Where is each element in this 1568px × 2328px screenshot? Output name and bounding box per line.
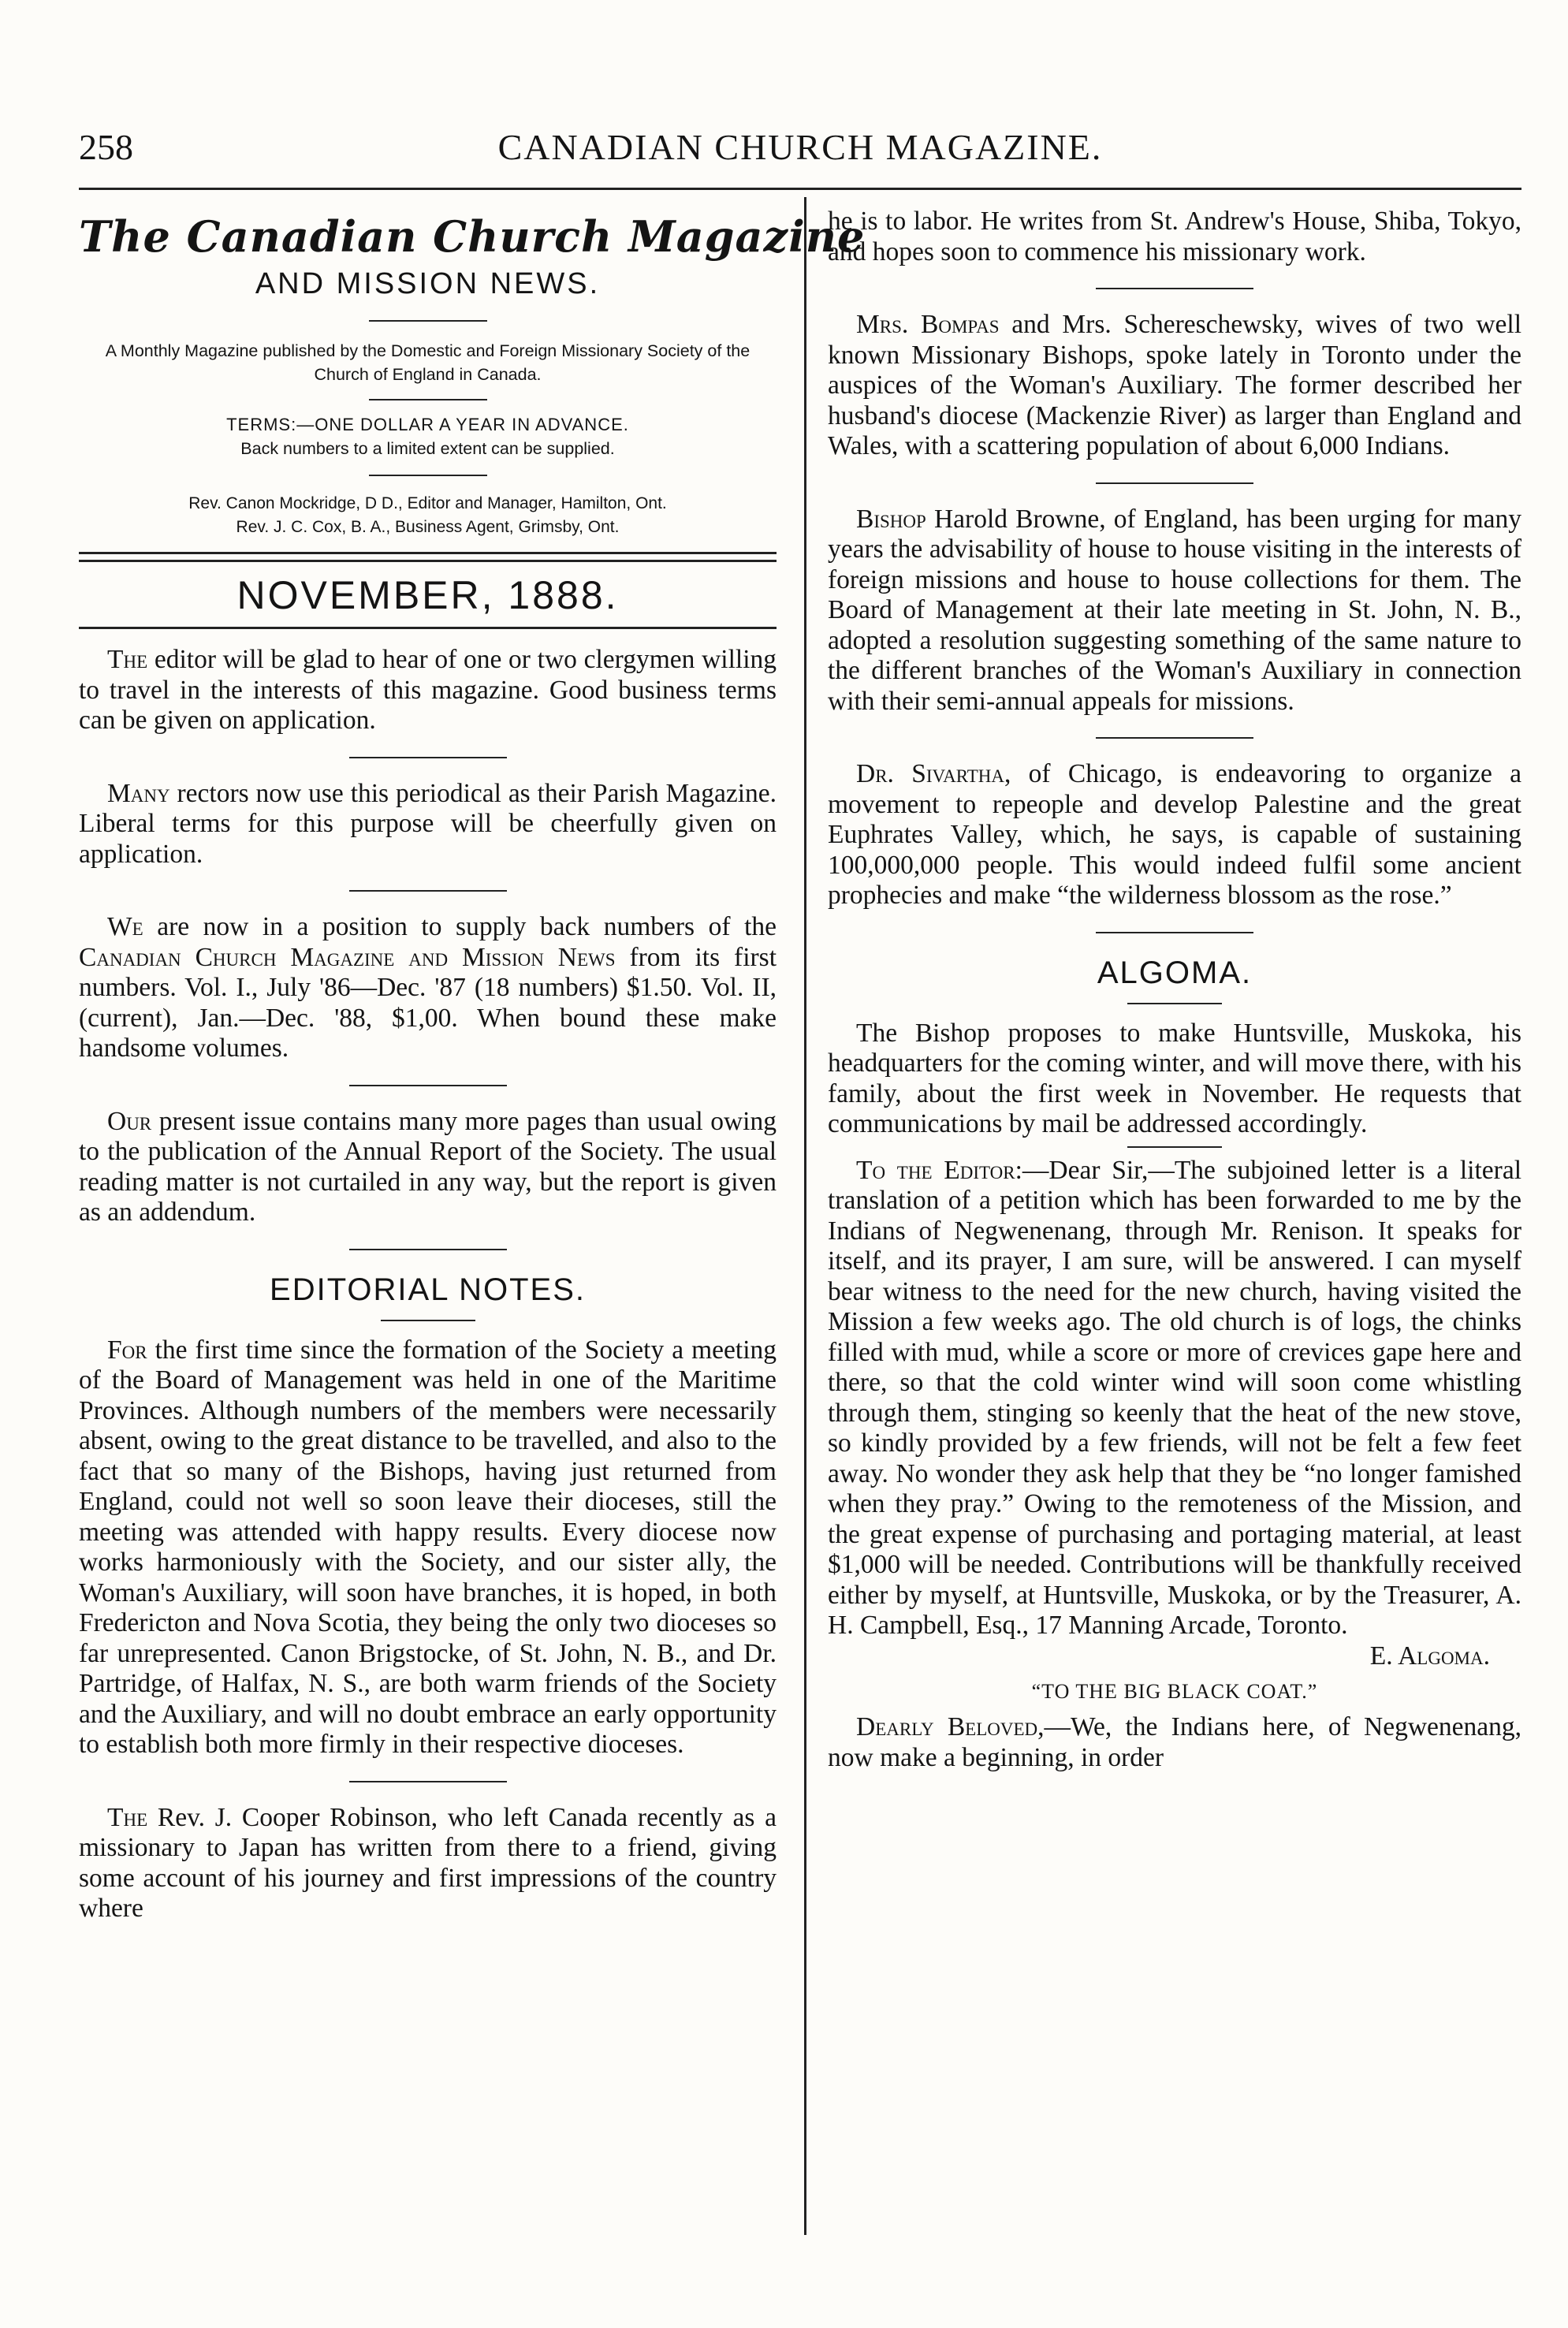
- issue-date: NOVEMBER, 1888.: [237, 573, 619, 617]
- heading-rule: [381, 1320, 475, 1321]
- algoma-heading: ALGOMA.: [1097, 955, 1253, 990]
- right-column: [828, 207, 1521, 1773]
- continued-text: he is to labor. He writes from St. Andrew's House, Shiba, Tokyo, and hopes soon to commence his missionary work.: [828, 207, 1521, 266]
- algoma-letter-to-editor: To the Editor:—Dear Sir,—The subjoined letter is a literal translation of a petition which has been forwarded to me by the Indians of Negwenenang, through Mr. Renison. It speaks for itself, and its prayer, I am sure, will be answered. I can myself bear witness to the need for the new church, having visited the Mission a few weeks ago. The old church is of logs, the chinks filled with mud, while a score or more of crevices gape here and there, so that the cold winter wind will soon come whistling through them, stinging so keenly that the heat of the new stove, so kindly provided by a few friends, will not be felt a few feet away. No wonder they ask help that they be “no longer famished when they pray.” Owing to the remoteness of the Mission, and the great expense of purchasing and portaging material, at least $1,000 will be needed. Contributions will be thankfully received either by myself, at Huntsville, Muskoka, or by the Treasurer, A. H. Campbell, Esq., 17 Manning Arcade, Toronto.: [828, 1155, 1521, 1640]
- editorial-board-meeting: For the first time since the formation of the Society a meeting of the Board of Management was held in one of the Maritime Provinces. Although numbers of the members were necessarily absent, owing to the great distance to be travelled, and also to the fact that so many of the Bishops, having just returned from England, could not well so soon leave their dioceses, still the meeting was attended with happy results. Every diocese now works harmoniously with the Society, and our sister ally, the Woman's Auxiliary, will soon have branches, it is hoped, in both Fredericton and Nova Scotia, they being the only two dioceses so far unrepresented. Canon Brigstocke, of St. John, N. B., and Dr. Partridge, of Halfax, N. S., are both warm friends of the Society and the Auxiliary, and will no doubt embrace an early opportunity to establish both more firmly in their respective dioceses.: [79, 1335, 777, 1759]
- section-rule: [1096, 482, 1253, 484]
- letter-opening: Dearly Beloved,—We, the Indians here, of Negwenenang, now make a beginning, in order: [828, 1712, 1521, 1772]
- notice-present-issue: Our present issue contains many more pages than usual owing to the publication of the Annual Report of the Society. The usual reading matter is not curtailed in any way, but the report is given as an addendum.: [79, 1106, 777, 1227]
- left-column: [79, 207, 866, 1924]
- agent-credit: Rev. J. C. Cox, B. A., Business Agent, Grimsby, Ont.: [236, 518, 620, 536]
- masthead-rule: [369, 320, 487, 322]
- masthead-double-rule: [79, 552, 777, 562]
- masthead-subtitle: AND MISSION NEWS.: [255, 267, 601, 300]
- header-rule: [79, 188, 1521, 190]
- item-bishop-browne: Bishop Harold Browne, of England, has been urging for many years the advisability of house to house visiting in the interests of foreign missions and house to house collections for them. The Board of Management at their late meeting in St. John, N. B., adopted a resolution suggesting something of the same nature to the different branches of the Woman's Auxiliary in connection with their semi-annual appeals for missions.: [828, 504, 1521, 716]
- notice-parish-magazine: Many rectors now use this periodical as their Parish Magazine. Liberal terms for this purpose will be cheerfully given on application.: [79, 778, 777, 869]
- section-rule: [349, 1781, 507, 1782]
- section-rule: [349, 890, 507, 892]
- running-title: CANADIAN CHURCH MAGAZINE.: [497, 127, 1103, 167]
- page-number: 258: [79, 127, 133, 167]
- signature: E. Algoma.: [1369, 1641, 1490, 1671]
- section-rule: [1096, 737, 1253, 739]
- section-rule: [1096, 932, 1253, 933]
- editor-credit: Rev. Canon Mockridge, D D., Editor and Manager, Hamilton, Ont.: [188, 494, 667, 512]
- item-sivartha: Dr. Sivartha, of Chicago, is endeavoring to organize a movement to repeople and develop Palestine and the great Euphrates Valley, which, he says, is capable of sustaining 100,000,000 people. This would indeed fulfil some ancient prophecies and make “the wilderness blossom as the rose.”: [828, 759, 1521, 910]
- heading-rule: [1127, 1003, 1222, 1004]
- notice-back-numbers: We are now in a position to supply back numbers of the Canadian Church Magazine and Mission News from its first numbers. Vol. I., July '86—Dec. '87 (18 numbers) $1.50. Vol. II, (current), Jan.—Dec. '88, $1,00. When bound these make handsome volumes.: [79, 912, 777, 1063]
- section-rule: [349, 757, 507, 758]
- back-numbers-note: Back numbers to a limited extent can be supplied.: [240, 439, 615, 458]
- column-divider: [804, 197, 806, 2235]
- masthead-rule-3: [369, 475, 487, 476]
- section-rule: [1096, 288, 1253, 289]
- masthead-title: The Canadian Church Magazine: [79, 211, 866, 262]
- date-double-rule: [79, 627, 777, 629]
- section-rule: [349, 1085, 507, 1086]
- algoma-bishop-notice: The Bishop proposes to make Huntsville, Muskoka, his headquarters for the coming winter, and will move there, with his family, about the first week in November. He requests that communications by mail be addressed accordingly.: [828, 1018, 1521, 1138]
- editorial-robinson-japan: The Rev. J. Cooper Robinson, who left Canada recently as a missionary to Japan has written from there to a friend, giving some account of his journey and first impressions of the country where: [79, 1802, 777, 1923]
- masthead-description: A Monthly Magazine published by the Domestic and Foreign Missionary Society of the Church of England in Canada.: [105, 341, 750, 384]
- item-bompas: Mrs. Bompas and Mrs. Schereschewsky, wives of two well known Missionary Bishops, spoke lately in Toronto under the auspices of the Woman's Auxiliary. The former described her husband's diocese (Mackenzie River) as larger than England and Wales, with a scattering population of about 6,000 Indians.: [828, 310, 1522, 460]
- subscription-terms: TERMS:—ONE DOLLAR A YEAR IN ADVANCE.: [226, 415, 629, 434]
- page-header: [79, 126, 1521, 181]
- section-rule: [349, 1249, 507, 1250]
- heading-rule: [1127, 1146, 1222, 1148]
- masthead-rule-2: [369, 399, 487, 400]
- letter-title: “TO THE BIG BLACK COAT.”: [1031, 1680, 1318, 1703]
- notice-editor-wanted: The editor will be glad to hear of one or two clergymen willing to travel in the interests of this magazine. Good business terms can be given on application.: [79, 645, 777, 735]
- masthead: [79, 211, 866, 629]
- editorial-notes-heading: EDITORIAL NOTES.: [270, 1272, 586, 1307]
